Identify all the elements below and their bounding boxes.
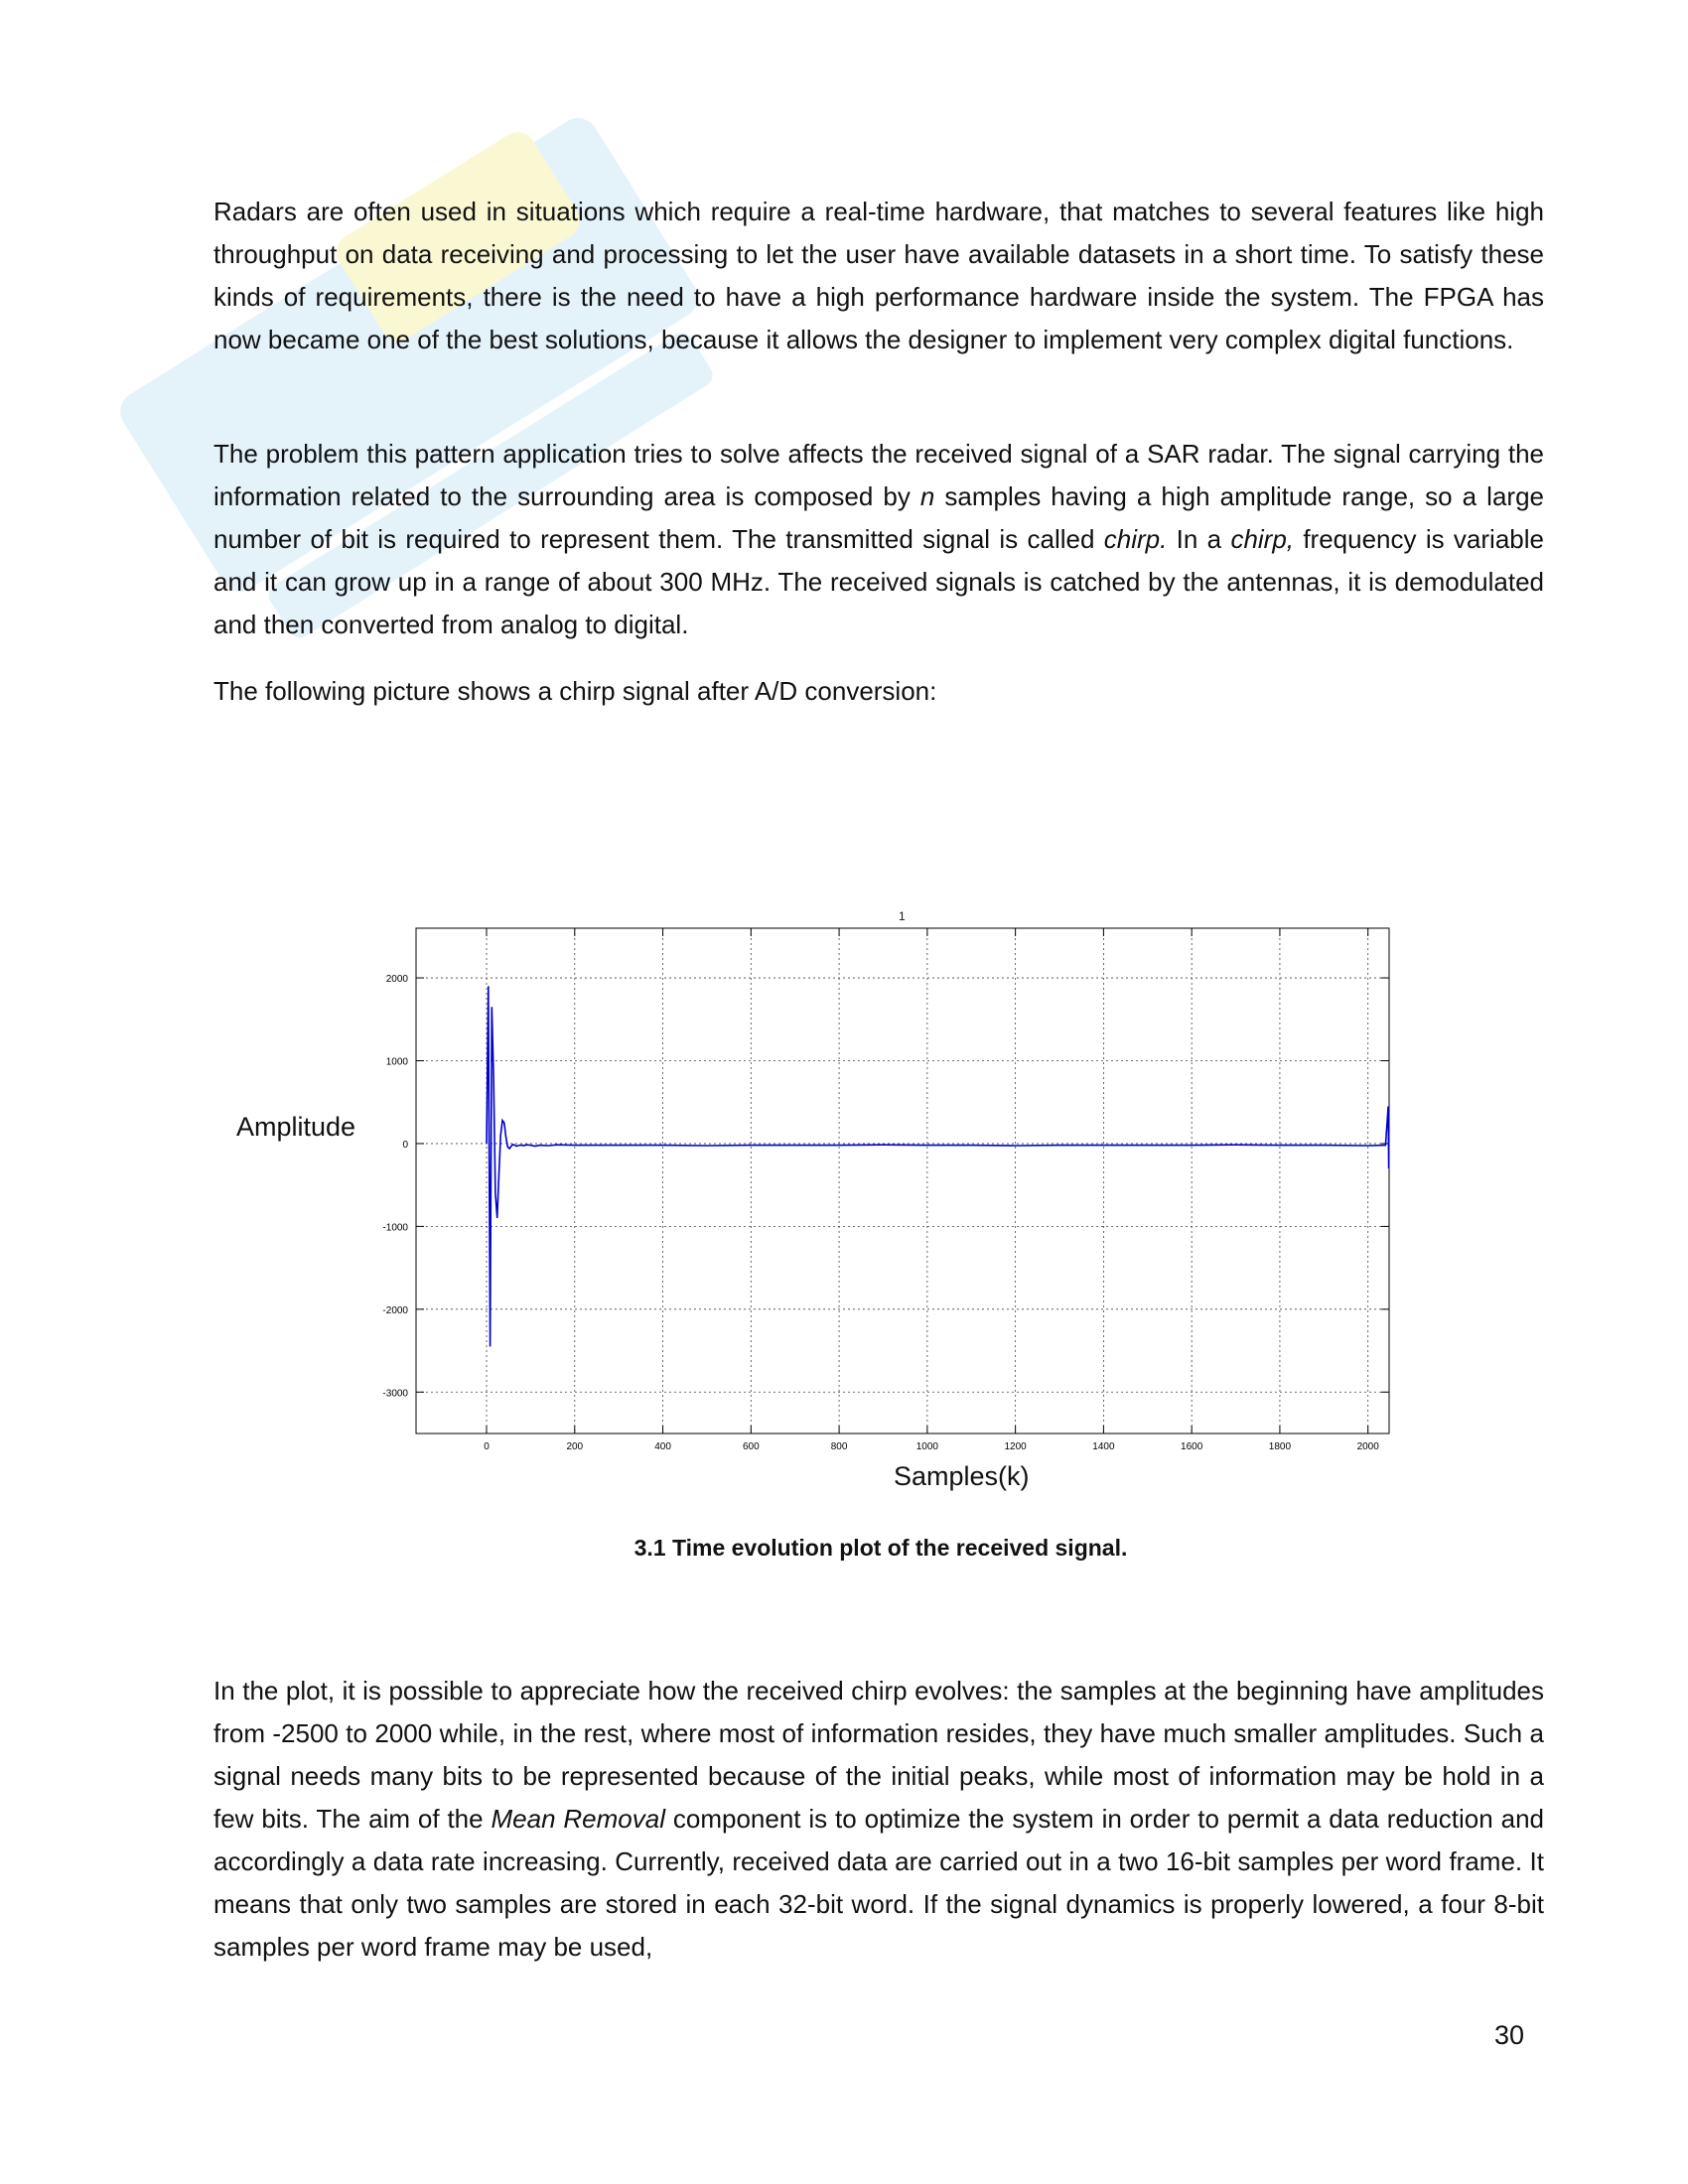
y-tick-label: -1000 — [382, 1222, 408, 1234]
figure-caption: 3.1 Time evolution plot of the received signal. — [633, 1535, 1128, 1561]
y-tick-label: 1000 — [385, 1056, 408, 1068]
x-tick-label: 600 — [742, 1441, 760, 1452]
text-run: In the plot, it is possible to appreciate how the received chirp evolves: the samples at the beginning have amplitudes from -2500 to 2000 while, in the rest, where most of information resides, they have much smaller amplitudes. Such a signal needs many bits to be represented because of the initial peaks, while most of information may be hold in a few bits. The aim of the — [213, 1676, 1544, 1834]
paragraph-figure-intro: The following picture shows a chirp signal after A/D conversion: — [213, 676, 937, 706]
x-tick-label: 1400 — [1092, 1441, 1115, 1452]
x-tick-label: 1600 — [1181, 1441, 1203, 1452]
y-tick-label: 2000 — [385, 974, 408, 986]
x-tick-label: 200 — [566, 1441, 584, 1452]
x-tick-label: 1000 — [915, 1441, 938, 1452]
text-run: component is to optimize the system in order to permit a data reduction and accordingly a data rate increasing. Currently, received data are carried out in a two 16-bit samples per word frame. It means that only two samples are stored in each 32-bit word. If the signal dynamics is properly lowered, a four 8-bit samples per word frame may be used, — [213, 1804, 1544, 1962]
x-axis-label: Samples(k) — [894, 1461, 1030, 1491]
italic-chirp: chirp, — [1230, 524, 1295, 554]
text-run: The problem this pattern application tries to solve affects the received signal of a SAR radar. The signal carrying the information related to the surrounding area is composed by — [213, 439, 1544, 511]
text-run: samples having a high amplitude range, so a large number of bit is required to represent them. The transmitted signal is called — [213, 481, 1545, 554]
x-tick-label: 1800 — [1268, 1441, 1292, 1452]
italic-n: n — [919, 481, 935, 511]
paragraph-problem — [213, 433, 1544, 646]
x-tick-label: 0 — [484, 1441, 490, 1452]
plot-frame — [416, 928, 1389, 1433]
y-tick-label: -2000 — [382, 1304, 408, 1316]
plot-title: 1 — [899, 909, 906, 923]
x-tick-label: 2000 — [1356, 1441, 1379, 1452]
y-axis-label: Amplitude — [236, 1112, 356, 1142]
text-run: frequency is variable and it can grow up in a range of about 300 MHz. The received signals is catched by the antennas, it is demodulated and then converted from analog to digital. — [213, 524, 1544, 639]
x-tick-label: 400 — [654, 1441, 671, 1452]
x-tick-label: 800 — [830, 1441, 848, 1452]
y-tick-label: 0 — [402, 1139, 408, 1151]
text-run: In a — [1167, 524, 1231, 554]
italic-mean-removal: Mean Removal — [491, 1804, 665, 1834]
paragraph-intro: Radars are often used in situations which require a real-time hardware, that matches to several features like high throughput on data receiving and processing to let the user have available datasets in a short time. To satisfy these kinds of requirements, there is the need to have a high performance hardware inside the system. The FPGA has now became one of the best solutions, because it allows the designer to implement very complex digital functions. — [213, 197, 1544, 354]
signal-chart — [367, 918, 1410, 1454]
x-tick-label: 1200 — [1004, 1441, 1027, 1452]
y-tick-label: -3000 — [382, 1388, 408, 1400]
page-number: 30 — [1494, 2020, 1525, 2050]
paragraph-analysis — [213, 1670, 1544, 1969]
italic-chirp: chirp. — [1103, 524, 1168, 554]
